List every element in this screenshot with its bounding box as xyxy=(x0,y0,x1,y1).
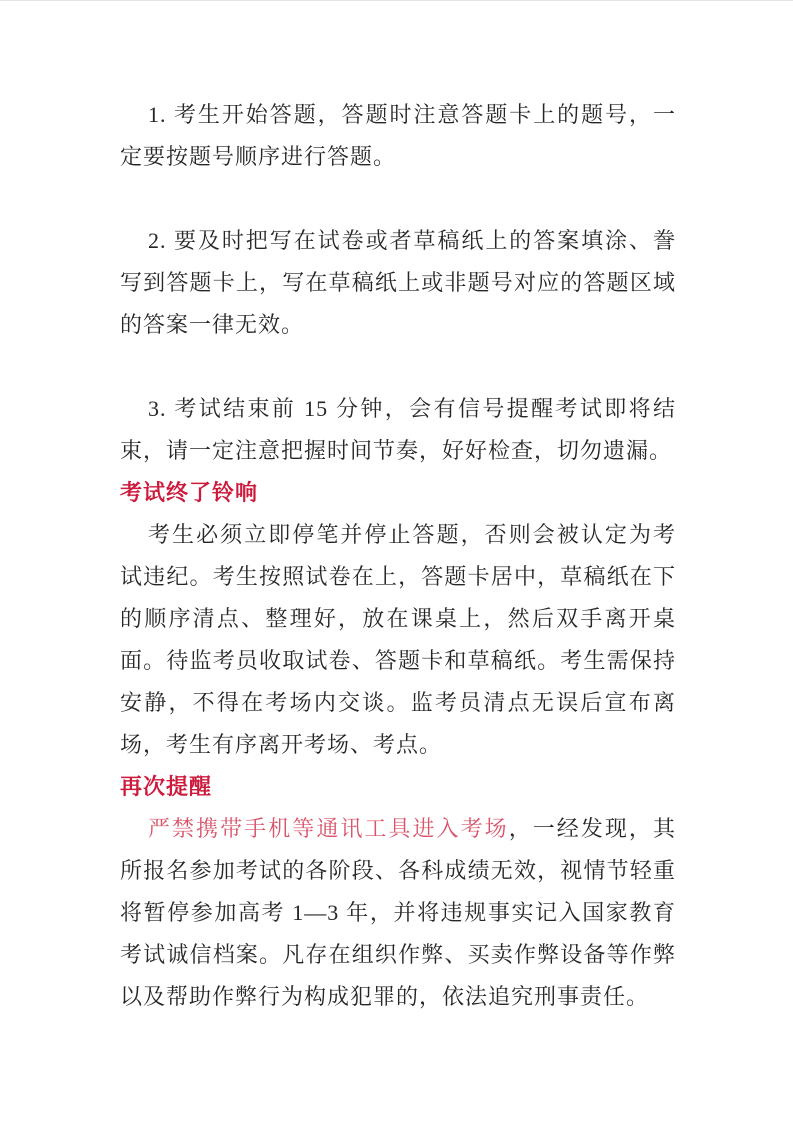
section-heading-reminder: 再次提醒 xyxy=(120,774,213,799)
numbered-item-2: 2. 要及时把写在试卷或者草稿纸上的答案填涂、誊写到答题卡上，写在草稿纸上或非题号对应的答题区域的答案一律无效。 xyxy=(120,228,676,337)
reminder-paragraph xyxy=(120,808,676,1018)
section-heading-exam-end-bell: 考试终了铃响 xyxy=(120,480,259,505)
document-body xyxy=(120,94,676,1018)
numbered-item-1: 1. 考生开始答题，答题时注意答题卡上的题号，一定要按题号顺序进行答题。 xyxy=(120,102,676,169)
document-page xyxy=(0,1,793,1123)
exam-end-paragraph: 考生必须立即停笔并停止答题，否则会被认定为考试违纪。考生按照试卷在上，答题卡居中，草稿纸在下的顺序清点、整理好，放在课桌上，然后双手离开桌面。待监考员收取试卷、答题卡和草稿纸。考生需保持安静，不得在考场内交谈。监考员清点无误后宣布离场，考生有序离开考场、考点。 xyxy=(120,522,676,757)
reminder-paragraph-rest: ，一经发现，其所报名参加考试的各阶段、各科成绩无效，视情节轻重将暂停参加高考 1—3 年，并将违规事实记入国家教育考试诚信档案。凡存在组织作弊、买卖作弊设备等作弊以及帮助作弊行为构成犯罪的，依法追究刑事责任。 xyxy=(120,816,676,1009)
numbered-item-3: 3. 考试结束前 15 分钟，会有信号提醒考试即将结束，请一定注意把握时间节奏，好好检查，切勿遗漏。 xyxy=(120,396,676,463)
prohibition-red-phrase: 严禁携带手机等通讯工具进入考场 xyxy=(148,816,509,841)
